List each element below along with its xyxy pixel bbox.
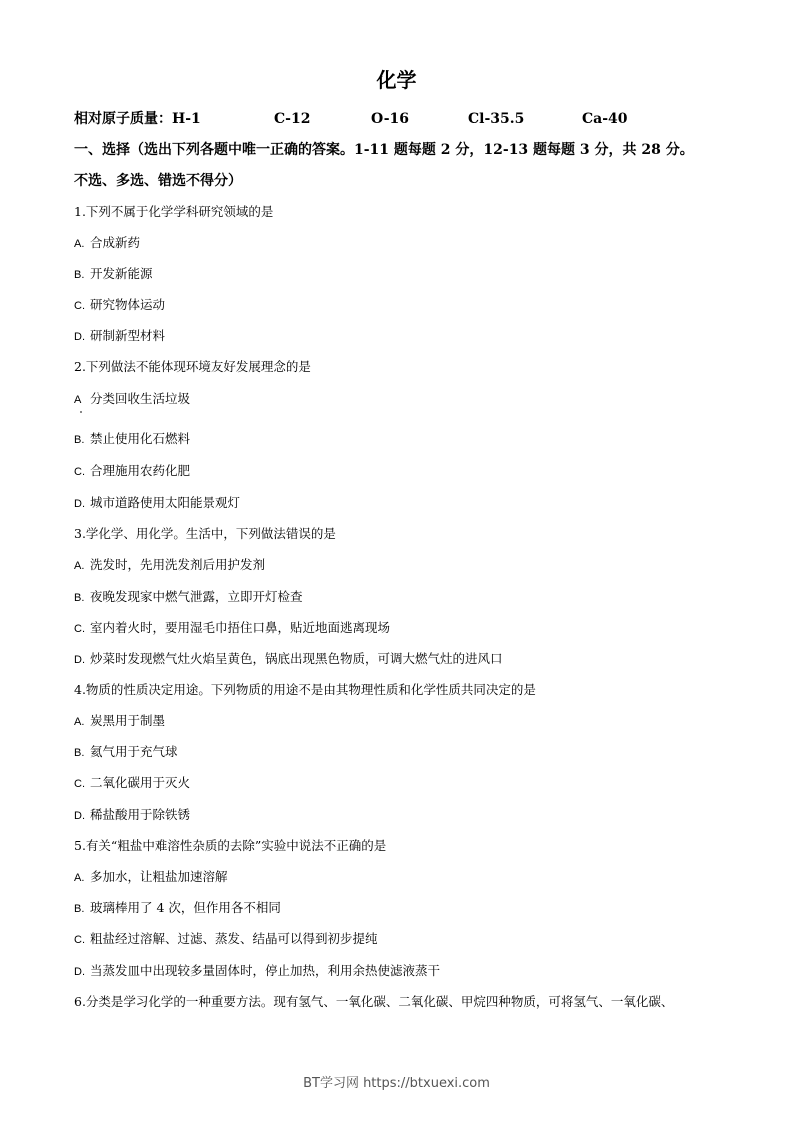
option-text: 炭黑用于制墨 [90,713,166,728]
option-text: 稀盐酸用于除铁锈 [90,807,191,822]
footer-watermark: BT学习网 https://btxuexi.com [303,1076,490,1091]
section-heading-line-1: 一、选择（选出下列各题中唯一正确的答案。1-11 题每题 2 分，12-13 题每题 3 分，共 28 分。 [74,142,694,158]
question-5-stem: 5.有关“粗盐中难溶性杂质的去除”实验中说法不正确的是 [74,838,387,853]
option-letter: A. [74,716,85,728]
scan-dot [80,411,82,413]
question-1-option-a [74,234,140,253]
option-text: 二氧化碳用于灭火 [90,775,191,790]
question-2-option-b [74,430,190,449]
option-text: 多加水，让粗盐加速溶解 [90,869,228,884]
option-letter: B. [74,269,85,281]
option-text: 研制新型材料 [90,328,166,343]
option-text: 炒菜时发现燃气灶火焰呈黄色，锅底出现黑色物质，可调大燃气灶的进风口 [90,651,503,666]
question-6-stem: 6.分类是学习化学的一种重要方法。现有氢气、一氧化碳、二氧化碳、甲烷四种物质，可将氢气、一氧化碳、 [74,994,674,1009]
option-letter: C. [74,934,85,946]
option-letter: B. [74,592,85,604]
option-letter: C. [74,300,85,312]
option-text: 城市道路使用太阳能景观灯 [90,495,241,510]
option-letter: A. [74,872,85,884]
option-text: 室内着火时，要用湿毛巾捂住口鼻，贴近地面逃离现场 [90,620,391,635]
option-text: 禁止使用化石燃料 [90,431,191,446]
option-letter: B. [74,747,85,759]
question-3-option-d [74,650,503,669]
mass-chlorine: Cl-35.5 [468,111,525,127]
option-text: 夜晚发现家中燃气泄露，立即开灯检查 [90,589,303,604]
question-2-stem: 2.下列做法不能体现环境友好发展理念的是 [74,359,311,374]
question-3-option-a [74,556,265,575]
question-3-option-c [74,619,390,638]
question-4-option-d [74,806,190,825]
question-4-option-a [74,712,165,731]
option-text: 粗盐经过溶解、过滤、蒸发、结晶可以得到初步提纯 [90,931,378,946]
question-1-stem: 1.下列不属于化学学科研究领域的是 [74,204,274,219]
option-letter: B. [74,903,85,915]
option-text: 当蒸发皿中出现较多量固体时，停止加热，利用余热使滤液蒸干 [90,963,441,978]
option-text: 开发新能源 [90,266,153,281]
question-4-option-b [74,743,178,762]
section-heading-line-2: 不选、多选、错选不得分） [74,173,242,189]
question-1-option-c [74,296,165,315]
mass-carbon: C-12 [274,111,311,127]
question-5-option-b [74,899,281,918]
question-3-option-b [74,588,303,607]
atomic-masses-line [74,108,774,130]
option-letter: D. [74,498,85,510]
atomic-masses-label: 相对原子质量：H-1 [74,111,201,127]
question-4-stem: 4.物质的性质决定用途。下列物质的用途不是由其物理性质和化学性质共同决定的是 [74,682,536,697]
option-text: 研究物体运动 [90,297,166,312]
question-5-option-c [74,930,378,949]
option-text: 氦气用于充气球 [90,744,178,759]
question-5-option-d [74,962,440,981]
mass-oxygen: O-16 [371,111,410,127]
option-letter: C. [74,778,85,790]
question-2-option-c [74,462,190,481]
page-title: 化学 [376,68,417,92]
question-2-option-d [74,494,240,513]
option-text: 玻璃棒用了 4 次，但作用各不相同 [90,900,281,915]
question-3-stem: 3.学化学、用化学。生活中，下列做法错误的是 [74,526,336,541]
mass-calcium: Ca-40 [582,111,628,127]
option-letter: A. [74,238,85,250]
option-text: 合理施用农药化肥 [90,463,191,478]
option-letter: D. [74,654,85,666]
question-2-option-a [74,390,190,409]
option-letter: A [74,394,82,406]
question-1-option-d [74,327,165,346]
option-letter: D. [74,966,85,978]
option-text: 合成新药 [90,235,141,250]
question-4-option-c [74,774,190,793]
option-text: 洗发时，先用洗发剂后用护发剂 [90,557,266,572]
question-5-option-a [74,868,228,887]
option-letter: D. [74,810,85,822]
option-letter: A. [74,560,85,572]
option-letter: C. [74,466,85,478]
option-letter: D. [74,331,85,343]
option-letter: B. [74,434,85,446]
option-text: 分类回收生活垃圾 [90,391,191,406]
question-1-option-b [74,265,153,284]
option-letter: C. [74,623,85,635]
